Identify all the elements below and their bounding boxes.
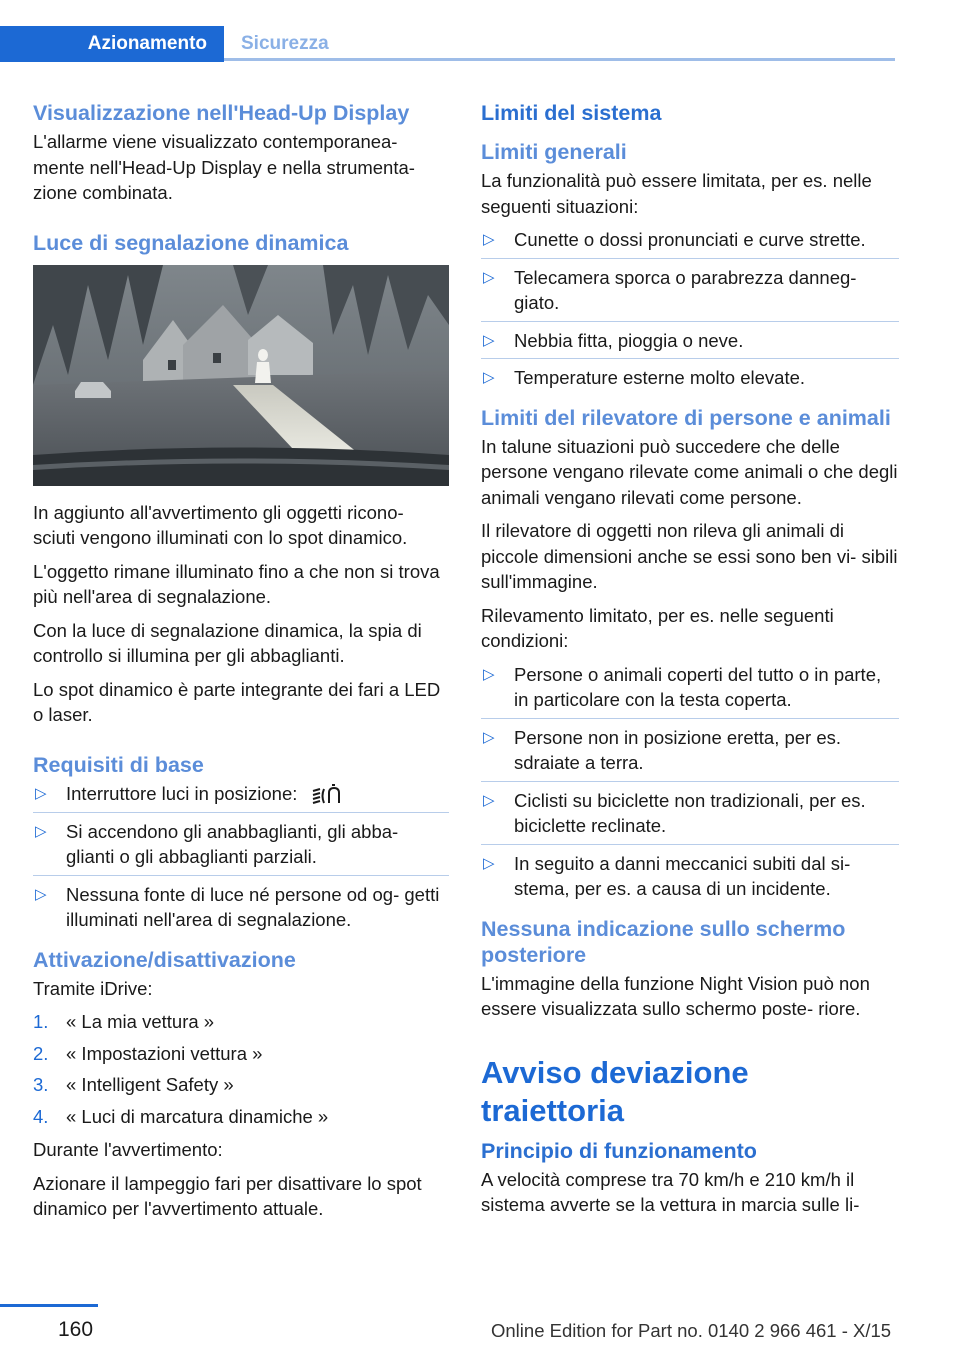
requirements-heading: Requisiti di base: [33, 752, 204, 777]
step-item: 3. « Intelligent Safety »: [33, 1074, 234, 1096]
triangle-bullet-icon: ▷: [35, 885, 47, 903]
list-item: ▷ Nessuna fonte di luce né persone od og‐ getti illuminati nell'area di segnalazione.: [35, 883, 440, 931]
night-vision-image: [33, 265, 449, 486]
triangle-bullet-icon: ▷: [483, 791, 495, 809]
tab-sicurezza[interactable]: Sicurezza: [241, 33, 329, 54]
list-item: ▷ Interruttore luci in posizione:: [33, 781, 449, 813]
general-limits-text: La funzionalità può essere limitata, per es. nelle seguenti situazioni:: [481, 170, 872, 217]
step-item: 1. « La mia vettura »: [33, 1011, 215, 1033]
left-column: [33, 100, 449, 1230]
page-number: 160: [58, 1318, 94, 1341]
activation-heading: Attivazione/disattivazione: [33, 947, 296, 972]
list-item: ▷ Cunette o dossi pronunciati e curve strette.: [481, 227, 899, 259]
para-control: Con la luce di segnalazione dinamica, la spia di controllo si illumina per gli abbaglianti.: [33, 619, 422, 666]
triangle-bullet-icon: ▷: [483, 665, 495, 683]
triangle-bullet-icon: ▷: [483, 231, 495, 248]
list-item: ▷ Ciclisti su biciclette non tradizionali, per es. biciclette reclinate.: [481, 788, 899, 845]
general-limits-list: [481, 227, 899, 391]
idrive-steps: [33, 1009, 449, 1129]
step-item: 4. « Luci di marcatura dinamiche »: [33, 1105, 329, 1127]
general-limits-heading: Limiti generali: [481, 140, 627, 164]
principle-heading: Principio di funzionamento: [481, 1138, 757, 1163]
tab-azionamento[interactable]: Azionamento: [0, 26, 224, 62]
list-item: ▷ Si accendono gli anabbaglianti, gli abba‐ glianti o gli abbaglianti parziali.: [33, 819, 449, 876]
triangle-bullet-icon: ▷: [483, 331, 495, 349]
triangle-bullet-icon: ▷: [35, 822, 47, 840]
edition-text: Online Edition for Part no. 0140 2 966 461 - X/15: [491, 1320, 892, 1341]
triangle-bullet-icon: ▷: [35, 784, 47, 802]
dynamic-light-heading: Luce di segnalazione dinamica: [33, 230, 349, 255]
para-spot: In aggiunto all'avvertimento gli oggetti ricono‐ sciuti vengono illuminati con lo spot dinamico.: [33, 501, 408, 548]
during-label: Durante l'avvertimento:: [33, 1139, 223, 1161]
footer-rule: [0, 1304, 98, 1307]
list-item: ▷ Persone non in posizione eretta, per es. sdraiate a terra.: [481, 725, 899, 782]
triangle-bullet-icon: ▷: [483, 369, 495, 386]
lane-departure-heading: Avviso deviazione traiettoria: [481, 1054, 749, 1128]
triangle-bullet-icon: ▷: [483, 854, 495, 872]
para-led: Lo spot dinamico è parte integrante dei fari a LED o laser.: [33, 678, 441, 725]
activation-intro: Tramite iDrive:: [33, 977, 153, 999]
detector-limits-list: [481, 662, 899, 902]
triangle-bullet-icon: ▷: [483, 268, 495, 286]
requirements-list: [33, 781, 449, 933]
list-item: ▷ Persone o animali coperti del tutto o in parte, in particolare con la testa coperta.: [481, 662, 899, 719]
hud-heading: Visualizzazione nell'Head-Up Display: [33, 101, 410, 125]
step-item: 2. « Impostazioni vettura »: [33, 1042, 263, 1064]
list-item: ▷ In seguito a danni meccanici subiti dal si‐ stema, per es. a causa di un incidente.: [483, 852, 851, 899]
limits-heading: Limiti del sistema: [481, 101, 662, 125]
triangle-bullet-icon: ▷: [483, 728, 495, 746]
auto-light-icon: [311, 783, 345, 807]
header-bar: [0, 0, 895, 62]
para-object: L'oggetto rimane illuminato fino a che non si trova più nell'area di segnalazione.: [33, 560, 440, 607]
principle-text: A velocità comprese tra 70 km/h e 210 km/h il sistema avverte se la vettura in marcia sulle li‐: [481, 1168, 860, 1215]
list-item: ▷ Nebbia fitta, pioggia o neve.: [481, 328, 899, 360]
header-divider: [224, 58, 895, 61]
list-item: ▷ Telecamera sporca o parabrezza danneg‐ giato.: [481, 265, 899, 322]
detector-p3: Rilevamento limitato, per es. nelle seguenti condizioni:: [481, 604, 834, 651]
during-text: Azionare il lampeggio fari per disattivare lo spot dinamico per l'avvertimento attuale.: [33, 1172, 422, 1220]
detector-p1: In talune situazioni può succedere che delle persone vengano rilevate come animali o che degli animali vengano rilevati come persone.: [481, 435, 898, 508]
list-item: ▷ Temperature esterne molto elevate.: [481, 365, 899, 391]
rear-screen-heading: Nessuna indicazione sullo schermo posteriore: [481, 916, 846, 967]
detector-p2: Il rilevatore di oggetti non rileva gli animali di piccole dimensioni anche se essi sono ben vi‐ sibili sull'immagine.: [481, 520, 898, 592]
rear-screen-text: L'immagine della funzione Night Vision può non essere visualizzata sullo schermo poste‐ riore.: [481, 972, 870, 1019]
right-column: [481, 100, 899, 1226]
detector-limits-heading: Limiti del rilevatore di persone e animali: [481, 405, 891, 430]
hud-text: L'allarme viene visualizzato contemporanea‐ mente nell'Head-Up Display e nella strumenta‐ zione combinata.: [33, 131, 415, 203]
